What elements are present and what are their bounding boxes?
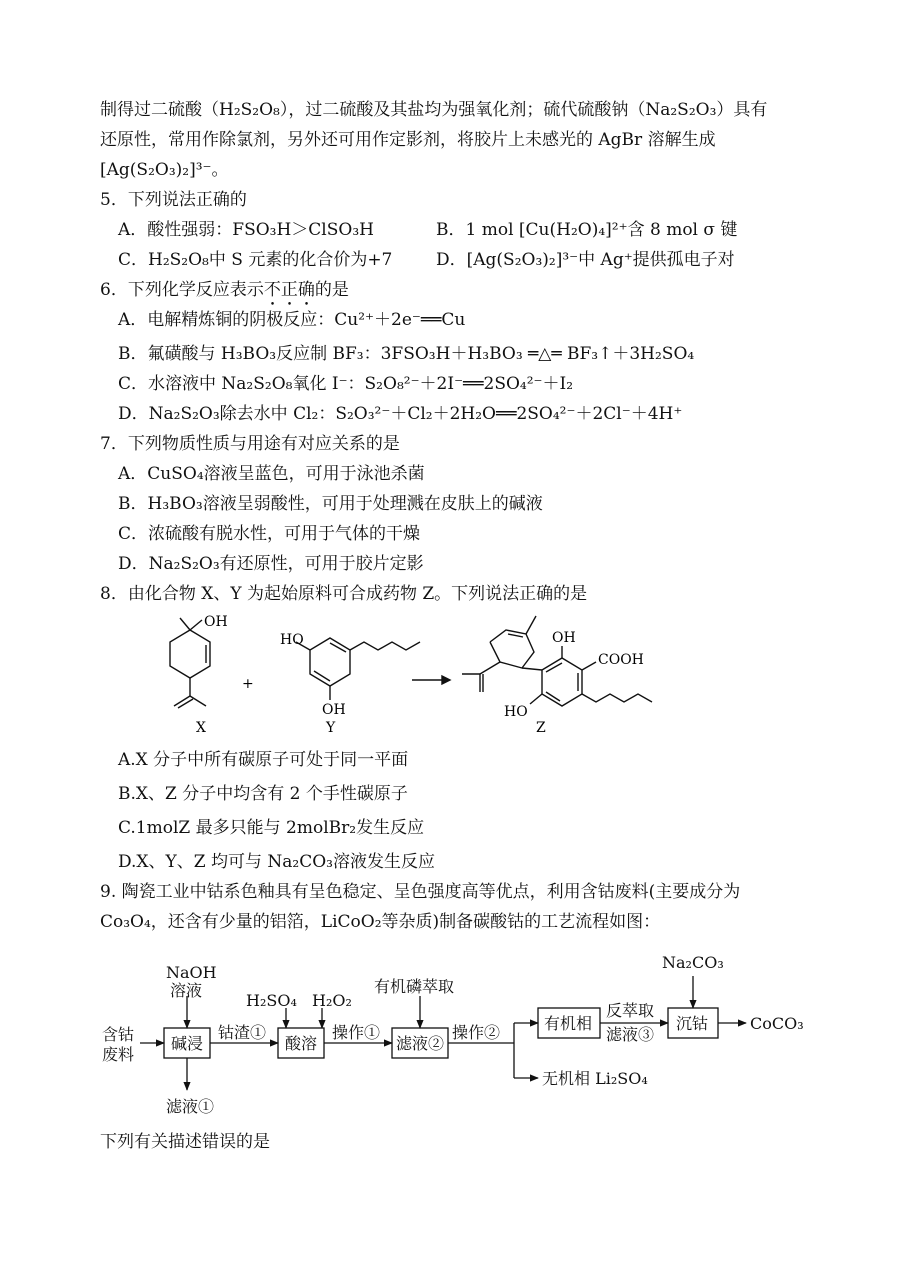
flow-inorganic-phase: 无机相 Li₂SO₄ [542,1069,648,1088]
q6-stem-emphasis: 不正确 [263,280,315,300]
q9-stem-line-1: 9. 陶瓷工业中钴系色釉具有呈色稳定、呈色强度高等优点，利用含钴废料(主要成分为 [100,882,741,902]
compound-x-structure [170,618,210,708]
flow-naoh: NaOH [166,963,217,982]
flow-product: CoCO₃ [750,1014,804,1033]
intro-line-2: 还原性，常用作除氯剂，另外还可用作定影剂，将胶片上未感光的 AgBr 溶解生成 [100,130,716,150]
q6-option-b: B．氟磺酸与 H₃BO₃反应制 BF₃：3FSO₃H＋H₃BO₃ ═△═ BF₃↑＋3H₂SO₄ [118,344,695,364]
q6-option-d: D．Na₂S₂O₃除去水中 Cl₂：S₂O₃²⁻＋Cl₂＋2H₂O══2SO₄²⁻＋2Cl⁻＋4H⁺ [118,404,683,424]
intro-line-3: [Ag(S₂O₃)₂]³⁻。 [100,160,229,180]
compound-x-label: X [196,720,206,736]
compound-y-label: Y [326,720,336,736]
flow-extract: 有机磷萃取 [374,977,455,996]
z-oh-label: OH [552,630,576,646]
reaction-arrow [412,676,450,684]
flow-h2o2: H₂O₂ [312,991,352,1010]
q6-stem-pre: 6．下列化学反应表示 [100,280,264,300]
compound-z-label: Z [536,720,546,736]
y-oh-label: OH [322,702,346,718]
q7-option-c: C．浓硫酸有脱水性，可用于气体的干燥 [118,524,421,544]
q6-option-a: A．电解精炼铜的阴极反应：Cu²⁺＋2e⁻══Cu [118,310,466,330]
y-ho-label: HO [280,632,304,648]
flow-solution: 溶液 [170,981,203,1000]
q6-option-c: C．水溶液中 Na₂S₂O₈氧化 I⁻：S₂O₈²⁻＋2I⁻══2SO₄²⁻＋I₂ [118,374,574,394]
flow-na2co3: Na₂CO₃ [662,953,724,972]
flow-op-2: 操作② [452,1023,501,1042]
q5-option-c: C．H₂S₂O₈中 S 元素的化合价为+7 [118,250,393,270]
q8-option-d: D.X、Y、Z 均可与 Na₂CO₃溶液发生反应 [118,852,435,872]
flow-back-extract: 反萃取 [606,1001,655,1020]
q9-stem-line-2: Co₃O₄，还含有少量的铝箔，LiCoO₂等杂质)制备碳酸钴的工艺流程如图： [100,912,661,932]
flow-h2so4: H₂SO₄ [246,991,297,1010]
q6-stem-post: 的是 [314,280,349,300]
q8-option-b: B.X、Z 分子中均含有 2 个手性碳原子 [118,784,408,804]
flow-box-3: 滤液② [396,1034,445,1053]
q7-option-a: A．CuSO₄溶液呈蓝色，可用于泳池杀菌 [118,464,425,484]
q7-stem: 7．下列物质性质与用途有对应关系的是 [100,434,400,454]
z-cooh-label: COOH [598,652,644,668]
flow-op-1: 操作① [332,1023,381,1042]
flow-feed-1: 含钴 [102,1025,135,1044]
flow-filtrate-1: 滤液① [166,1097,215,1116]
flow-box-4: 有机相 [544,1014,593,1033]
process-flow-diagram [96,944,816,1124]
flow-box-2: 酸溶 [285,1034,318,1053]
q8-option-c: C.1molZ 最多只能与 2molBr₂发生反应 [118,818,425,838]
x-oh-label: OH [204,614,228,630]
q8-option-a: A.X 分子中所有碳原子可处于同一平面 [118,750,409,770]
q8-stem: 8．由化合物 X、Y 为起始原料可合成药物 Z。下列说法正确的是 [100,584,588,604]
flow-slag: 钴渣① [218,1023,267,1042]
q5-option-b: B．1 mol [Cu(H₂O)₄]²⁺含 8 mol σ 键 [436,220,738,240]
compound-y-structure [296,638,420,700]
reaction-scheme-diagram [150,612,710,740]
z-ho-label: HO [504,704,528,720]
q5-stem: 5．下列说法正确的 [100,190,247,210]
plus-sign: + [242,676,254,692]
q7-option-d: D．Na₂S₂O₃有还原性，可用于胶片定影 [118,554,424,574]
intro-line-1: 制得过二硫酸（H₂S₂O₈），过二硫酸及其盐均为强氧化剂；硫代硫酸钠（Na₂S₂O₃）具有 [100,100,768,120]
q5-option-a: A．酸性强弱：FSO₃H＞ClSO₃H [118,220,374,240]
flow-filtrate-3: 滤液③ [606,1025,655,1044]
flow-feed-2: 废料 [102,1045,135,1064]
q6-stem [100,278,349,310]
q5-option-d: D．[Ag(S₂O₃)₂]³⁻中 Ag⁺提供孤电子对 [436,250,735,270]
q9-tail: 下列有关描述错误的是 [100,1132,270,1152]
flow-box-1: 碱浸 [171,1034,204,1053]
q7-option-b: B．H₃BO₃溶液呈弱酸性，可用于处理溅在皮肤上的碱液 [118,494,543,514]
flow-box-5: 沉钴 [676,1014,709,1033]
